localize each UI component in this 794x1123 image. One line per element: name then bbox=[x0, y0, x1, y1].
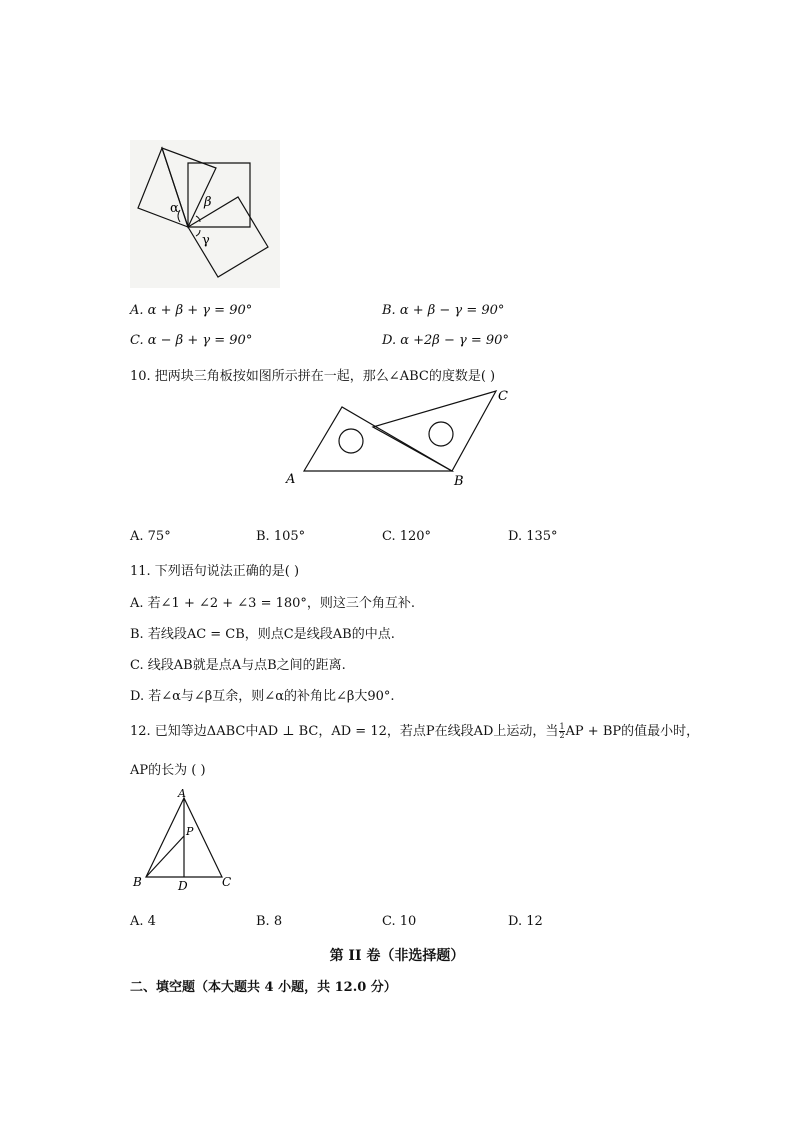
q10-label-a: A bbox=[286, 472, 296, 487]
q9-label-alpha: α bbox=[170, 201, 179, 216]
q9-figure bbox=[130, 140, 280, 288]
q10-option-b[interactable]: B. 105° bbox=[256, 529, 306, 544]
q10-figure bbox=[280, 385, 520, 495]
q10-label-b: B bbox=[454, 474, 464, 489]
q10-option-d[interactable]: D. 135° bbox=[508, 529, 558, 544]
q9-option-c[interactable]: C. α − β + γ = 90° bbox=[130, 333, 253, 348]
q11-option-b[interactable]: B. 若线段AC = CB，则点C是线段AB的中点. bbox=[130, 627, 395, 642]
q9-label-gamma: γ bbox=[202, 233, 210, 248]
q12-stem bbox=[130, 720, 699, 740]
q12-frac-den: 2 bbox=[559, 731, 565, 740]
q12-stem-part1: 12. 已知等边ΔABC中AD ⊥ BC，AD = 12，若点P在线段AD上运动，当 bbox=[130, 724, 559, 739]
q12-diagram bbox=[128, 786, 238, 894]
q12-label-p: P bbox=[186, 825, 194, 838]
q9-square-left-edge bbox=[138, 148, 188, 227]
q10-circle-right bbox=[429, 422, 453, 446]
q12-option-b[interactable]: B. 8 bbox=[256, 914, 283, 929]
q9-angle-arc-gamma bbox=[196, 230, 200, 236]
q9-option-d[interactable]: D. α +2β − γ = 90° bbox=[382, 333, 509, 348]
q12-option-c[interactable]: C. 10 bbox=[382, 914, 417, 929]
q9-square-right bbox=[188, 197, 268, 277]
q9-diagram bbox=[130, 140, 280, 288]
q12-fraction bbox=[559, 723, 564, 740]
q11-option-c[interactable]: C. 线段AB就是点A与点B之间的距离. bbox=[130, 658, 346, 673]
q11-option-a[interactable]: A. 若∠1 + ∠2 + ∠3 = 180°，则这三个角互补. bbox=[130, 596, 416, 611]
q9-option-b[interactable]: B. α + β − γ = 90° bbox=[382, 303, 505, 318]
q12-option-a[interactable]: A. 4 bbox=[130, 914, 156, 929]
q10-circle-left bbox=[339, 429, 363, 453]
q12-option-d[interactable]: D. 12 bbox=[508, 914, 543, 929]
q11-option-d[interactable]: D. 若∠α与∠β互余，则∠α的补角比∠β大90°. bbox=[130, 689, 395, 704]
fill-in-section-heading: 二、填空题（本大题共 4 小题，共 12.0 分） bbox=[130, 980, 397, 995]
q12-stem-line2: AP的长为 ( ) bbox=[130, 763, 206, 778]
q12-label-b: B bbox=[133, 875, 142, 889]
q12-frac-num: 1 bbox=[559, 722, 565, 731]
q10-label-c: C bbox=[498, 389, 508, 404]
q10-stem: 10. 把两块三角板按如图所示拼在一起，那么∠ABC的度数是( ) bbox=[130, 369, 496, 384]
q12-segment-bp bbox=[146, 836, 184, 877]
q10-triangle-right bbox=[373, 391, 496, 471]
q10-diagram bbox=[280, 385, 520, 495]
q9-option-a[interactable]: A. α + β + γ = 90° bbox=[130, 303, 253, 318]
q11-stem: 11. 下列语句说法正确的是( ) bbox=[130, 564, 300, 579]
q12-figure bbox=[128, 786, 238, 894]
q10-option-c[interactable]: C. 120° bbox=[382, 529, 432, 544]
q12-label-a: A bbox=[178, 787, 186, 800]
q12-label-c: C bbox=[222, 875, 232, 889]
q10-option-a[interactable]: A. 75° bbox=[130, 529, 171, 544]
q12-stem-part2: AP + BP的值最小时， bbox=[565, 724, 700, 739]
q12-label-d: D bbox=[178, 879, 188, 893]
part2-title: 第 II 卷（非选择题） bbox=[329, 948, 465, 964]
q9-label-beta: β bbox=[204, 195, 212, 210]
